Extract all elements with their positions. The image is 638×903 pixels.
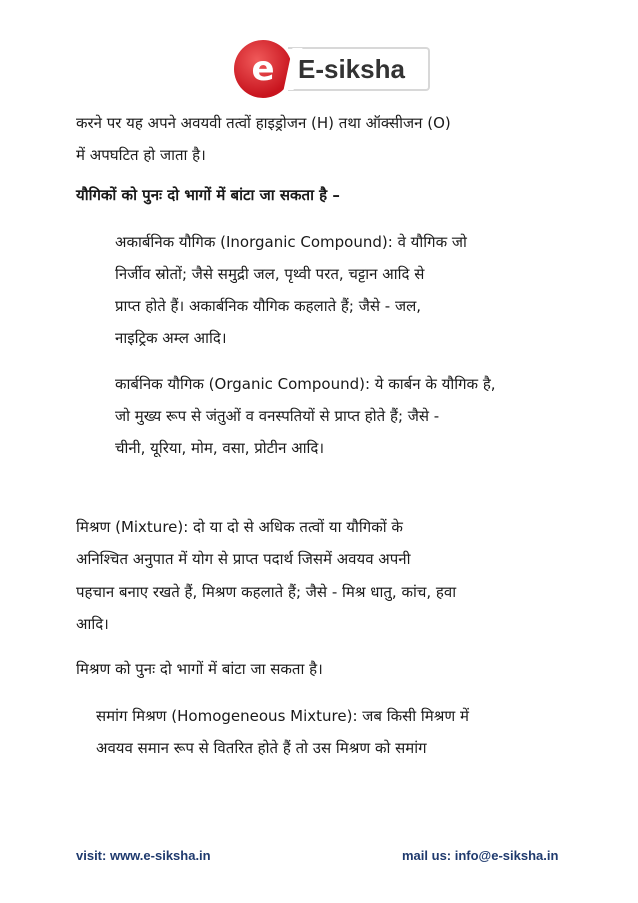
footer-email-link[interactable]: mail us: info@e-siksha.in xyxy=(402,848,559,863)
homogeneous-line-2: अवयव समान रूप से वितरित होते हैं तो उस मिश्रण को समांग xyxy=(96,739,427,757)
footer-website-link[interactable]: visit: www.e-siksha.in xyxy=(76,848,211,863)
inorganic-line-1: अकार्बनिक यौगिक (Inorganic Compound): वे यौगिक जो xyxy=(115,233,467,251)
line-1: करने पर यह अपने अवयवी तत्वों हाइड्रोजन (H) तथा ऑक्सीजन (O) xyxy=(76,114,451,132)
mixture-line-1: मिश्रण (Mixture): दो या दो से अधिक तत्वों या यौगिकों के xyxy=(76,518,403,536)
mixture-line-4: आदि। xyxy=(76,615,109,633)
organic-line-2: जो मुख्य रूप से जंतुओं व वनस्पतियों से प्राप्त होते हैं; जैसे - xyxy=(115,407,440,425)
inorganic-line-4: नाइट्रिक अम्ल आदि। xyxy=(115,329,227,347)
organic-line-3: चीनी, यूरिया, मोम, वसा, प्रोटीन आदि। xyxy=(115,439,325,457)
logo-text: E-siksha xyxy=(288,47,430,91)
organic-line-1: कार्बनिक यौगिक (Organic Compound): ये कार्बन के यौगिक है, xyxy=(115,375,496,393)
line-2: में अपघटित हो जाता है। xyxy=(76,146,206,164)
inorganic-line-2: निर्जीव स्रोतों; जैसे समुद्री जल, पृथ्वी परत, चट्टान आदि से xyxy=(115,265,425,283)
e-siksha-logo xyxy=(234,40,430,98)
logo-e-icon: e xyxy=(234,40,292,98)
mixture-line-2: अनिश्चित अनुपात में योग से प्राप्त पदार्थ जिसमें अवयव अपनी xyxy=(76,550,411,568)
mixture-line-3: पहचान बनाए रखते हैं, मिश्रण कहलाते हैं; जैसे - मिश्र धातु, कांच, हवा xyxy=(76,583,457,601)
mixture-division-line: मिश्रण को पुनः दो भागों में बांटा जा सकता है। xyxy=(76,660,323,678)
inorganic-line-3: प्राप्त होते हैं। अकार्बनिक यौगिक कहलाते हैं; जैसे - जल, xyxy=(115,297,422,315)
homogeneous-line-1: समांग मिश्रण (Homogeneous Mixture): जब किसी मिश्रण में xyxy=(96,707,469,725)
compounds-heading: यौगिकों को पुनः दो भागों में बांटा जा सकता है – xyxy=(76,186,340,204)
